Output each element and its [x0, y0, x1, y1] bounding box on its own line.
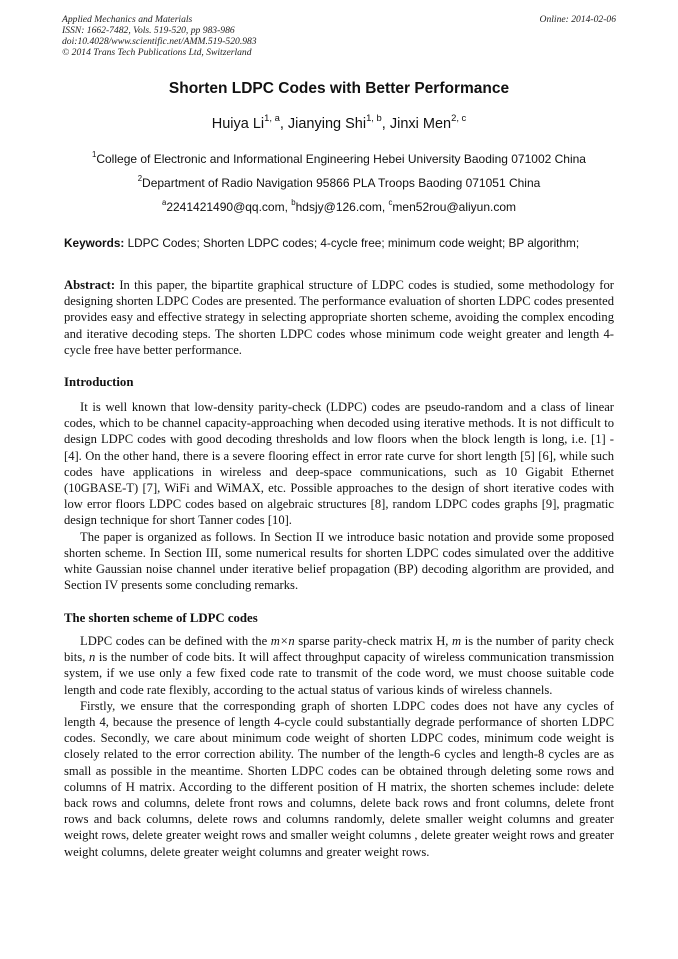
issn-line: ISSN: 1662-7482, Vols. 519-520, pp 983-986 — [62, 25, 235, 36]
email-list — [0, 197, 678, 214]
affiliation — [0, 173, 678, 190]
paragraph: It is well known that low-density parity-check (LDPC) codes are pseudo-random and a class of linear codes, which to be channel capacity-approaching when decoded using iterative methods. It is not difficult to design LDPC codes with good decoding thresholds and low floors when the block length is long, i.e. [1] - [4]. On the other hand, there is a severe flooring effect in error rate curve for short length [5] [6], while such codes have applications in wireless and deep-space communications, such as 10 Gigabit Ethernet (10GBASE-T) [7], WiFi and WiMAX, etc. Possible approaches to the design of short iterative codes with low error floors LDPC codes based on algebraic structures [8], random LDPC codes graphs [9], pragmatic design technique for short Tanner codes [10]. — [64, 400, 614, 528]
paragraph: LDPC codes can be defined with the m×n sparse parity-check matrix H, m is the number of parity check bits, n is the number of code bits. It will affect throughput capacity of wireless communication transmission system, if we use only a few fixed code rate to transmit of the code word, we must choose suitable code length and code rate flexibly, according to the actual status of various kinds of wireless channels. — [64, 634, 615, 697]
author-name: Huiya Li — [211, 116, 265, 132]
abstract-label: Abstract: — [64, 278, 116, 292]
email: hdsjy@126.com, — [295, 200, 389, 214]
email: men52rou@aliyun.com — [392, 200, 516, 214]
paragraph: Firstly, we ensure that the corresponding graph of shorten LDPC codes does not have any cycles of length 4, because the presence of length 4-cycle could substantially degrade performance of shorten LDPC codes. Secondly, we care about minimum code weight of shorten LDPC codes, minimum code weight is closely related to the error correction ability. The number of the length-6 cycles and length-8 cycles are as small as possible in the meantime. Shorten LDPC codes can be obtained through deleting some rows and columns of H matrix. According to the different position of H matrix, the shorten schemes include: delete back rows and columns, delete front rows and columns, delete back rows and front columns, delete front rows and back columns, delete rows and columns randomly, delete smaller weight columns and greater weight rows, delete greater weight rows and smaller weight columns , delete greater weight rows and greater weight columns, delete greater weight columns and greater weight rows. — [64, 698, 614, 859]
email-sup: b — [291, 197, 296, 207]
online-date: Online: 2014-02-06 — [539, 14, 616, 25]
math-n: n — [88, 650, 96, 665]
author-sup: 1, a — [264, 111, 280, 123]
affiliation — [0, 149, 678, 166]
affiliation-text: Department of Radio Navigation 95866 PLA Troops Baoding 071051 China — [142, 176, 541, 190]
section-heading-introduction: Introduction — [64, 375, 134, 389]
author-sup: 2, c — [451, 111, 467, 123]
abstract — [64, 277, 614, 358]
journal-header — [62, 14, 616, 58]
author-name: Jianying Shi — [287, 116, 367, 132]
affiliation-sup: 2 — [137, 173, 143, 183]
scheme-body — [64, 633, 614, 860]
author-sup: 1, b — [366, 111, 382, 123]
math-m-times-n: m×n — [270, 634, 295, 648]
abstract-text: In this paper, the bipartite graphical structure of LDPC codes is studied, some methodology for designing shorten LDPC Codes are presented. The performance evaluation of shorten LDPC codes presented provides easy and effective strategy in selecting appropriate shorten scheme, avoiding the complex encoding and iterative decoding steps. The shorten LDPC codes whose minimum code weight greater and length 4-cycle free have better performance. — [64, 278, 614, 357]
email-sup: a — [161, 197, 167, 207]
email-sup: c — [388, 197, 393, 207]
math-m: m — [452, 634, 462, 648]
author-list: Huiya Li$^{1, a}$, Jianying Shi$^{1, b}$, Jinxi Men$^{2, c}$ — [211, 111, 467, 132]
affiliation-sup: 1 — [92, 149, 97, 159]
doi-line: doi:10.4028/www.scientific.net/AMM.519-520.983 — [62, 36, 257, 47]
affiliation-text: College of Electronic and Informational Engineering Hebei University Baoding 071002 China — [96, 152, 586, 166]
keywords-label: Keywords: — [64, 236, 125, 250]
keywords-text: LDPC Codes; Shorten LDPC codes; 4-cycle free; minimum code weight; BP algorithm; — [127, 236, 580, 250]
copyright-line: © 2014 Trans Tech Publications Ltd, Switzerland — [62, 47, 252, 58]
paragraph: The paper is organized as follows. In Section II we introduce basic notation and provide some proposed shorten scheme. In Section III, some numerical results for shorten LDPC codes simulated over the additive white Gaussian noise channel under iterative belief propagation (BP) decoding algorithm are provided, and Section IV presents some concluding remarks. — [64, 529, 614, 593]
email: 2241421490@qq.com, — [166, 200, 292, 214]
paper-title: Shorten LDPC Codes with Better Performance — [168, 80, 510, 97]
keywords — [64, 236, 624, 250]
section-heading-scheme: The shorten scheme of LDPC codes — [64, 611, 258, 625]
journal-name: Applied Mechanics and Materials — [62, 14, 193, 25]
author-name: Jinxi Men — [389, 116, 452, 132]
introduction-body — [64, 399, 614, 593]
